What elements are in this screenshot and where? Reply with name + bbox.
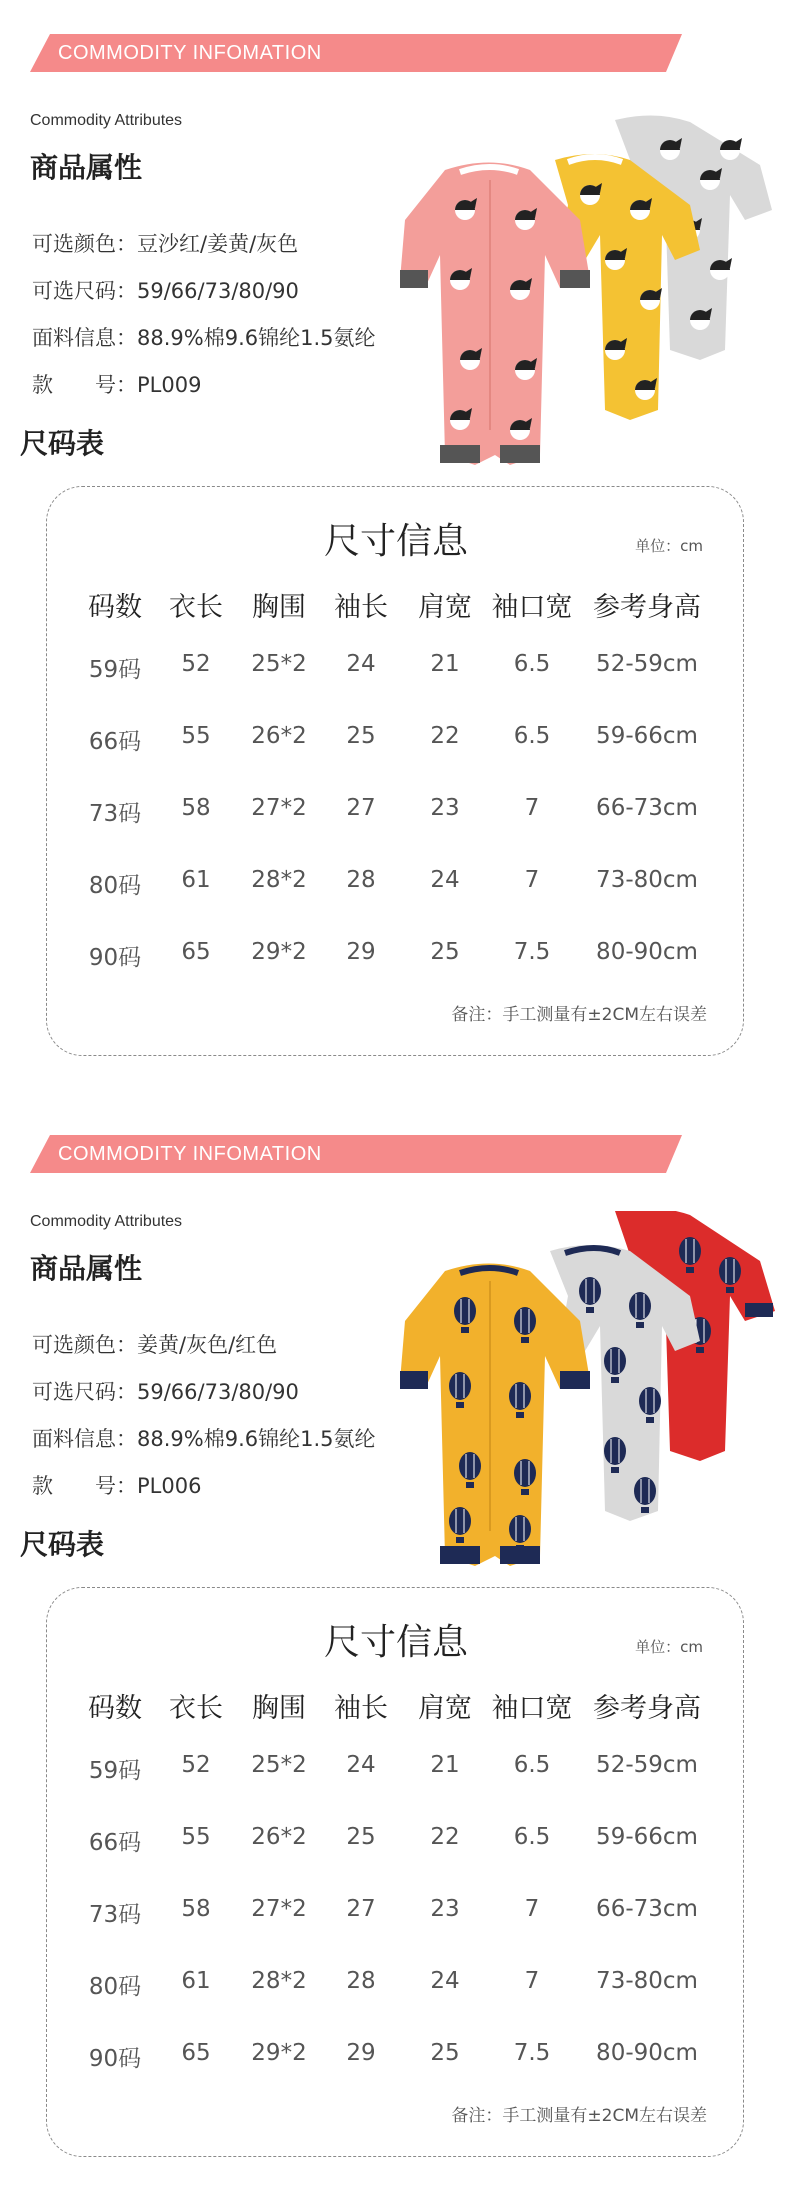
table-cell: 80码: [88, 1974, 142, 2000]
table-cell: 59码: [88, 657, 142, 683]
table-cell: 59-66cm: [596, 723, 698, 749]
info-colors: 可选颜色：豆沙红/姜黄/灰色: [32, 232, 299, 256]
measurement-note: 备注：手工测量有±2CM左右误差: [451, 2106, 707, 2126]
table-cell: 25*2: [251, 1752, 307, 1778]
info-fabric: 面料信息：88.9%棉9.6锦纶1.5氨纶: [32, 1427, 376, 1451]
table-cell: 28: [346, 867, 376, 893]
info-style-number: 款 号：PL006: [32, 1474, 202, 1498]
table-header-cell: 袖长: [334, 1693, 388, 1724]
table-cell: 28*2: [251, 1968, 307, 1994]
table-cell: 59-66cm: [596, 1824, 698, 1850]
attributes-cn-label: 商品属性: [30, 151, 143, 184]
unit-label: 单位：cm: [635, 1638, 703, 1656]
table-cell: 7.5: [513, 2040, 551, 2066]
size-table-title: 尺寸信息: [323, 1622, 468, 1663]
table-cell: 90码: [88, 945, 142, 971]
table-cell: 52: [181, 651, 211, 677]
size-table: [46, 1587, 744, 2157]
romper-yellow: [400, 1264, 590, 1567]
unit-label: 单位：cm: [635, 537, 703, 555]
table-cell: 80-90cm: [596, 2040, 698, 2066]
table-header-cell: 胸围: [252, 592, 306, 623]
table-header-cell: 肩宽: [418, 1693, 472, 1724]
table-cell: 27: [346, 795, 376, 821]
table-cell: 23: [430, 795, 460, 821]
table-cell: 61: [181, 1968, 211, 1994]
table-header-cell: 码数: [88, 592, 142, 623]
table-cell: 27*2: [251, 1896, 307, 1922]
table-cell: 90码: [88, 2046, 142, 2072]
table-cell: 22: [430, 1824, 460, 1850]
table-header-cell: 肩宽: [418, 592, 472, 623]
table-cell: 7.5: [513, 939, 551, 965]
table-cell: 29: [346, 2040, 376, 2066]
attributes-cn-label: 商品属性: [30, 1252, 143, 1285]
commodity-banner: [30, 1135, 682, 1173]
banner-title: COMMODITY INFOMATION: [58, 42, 322, 64]
table-cell: 7: [524, 867, 540, 893]
table-cell: 58: [181, 1896, 211, 1922]
table-cell: 59码: [88, 1758, 142, 1784]
table-cell: 65: [181, 2040, 211, 2066]
table-cell: 23: [430, 1896, 460, 1922]
table-cell: 21: [430, 651, 460, 677]
table-cell: 6.5: [513, 1824, 551, 1850]
table-cell: 66码: [88, 1830, 142, 1856]
table-cell: 25: [430, 2040, 460, 2066]
info-style-number: 款 号：PL009: [32, 373, 202, 397]
table-cell: 27*2: [251, 795, 307, 821]
commodity-banner: [30, 34, 682, 72]
table-cell: 27: [346, 1896, 376, 1922]
table-cell: 6.5: [513, 1752, 551, 1778]
table-cell: 6.5: [513, 723, 551, 749]
table-cell: 25: [430, 939, 460, 965]
attributes-en-label: Commodity Attributes: [30, 1213, 183, 1230]
table-cell: 55: [181, 723, 211, 749]
info-fabric: 面料信息：88.9%棉9.6锦纶1.5氨纶: [32, 326, 376, 350]
table-cell: 6.5: [513, 651, 551, 677]
table-cell: 73-80cm: [596, 1968, 698, 1994]
table-cell: 26*2: [251, 723, 307, 749]
info-sizes: 可选尺码：59/66/73/80/90: [32, 279, 299, 303]
size-chart-label: 尺码表: [20, 427, 105, 460]
table-cell: 52: [181, 1752, 211, 1778]
table-cell: 73-80cm: [596, 867, 698, 893]
table-cell: 61: [181, 867, 211, 893]
table-cell: 73码: [88, 801, 142, 827]
attributes-en-label: Commodity Attributes: [30, 112, 183, 129]
table-cell: 7: [524, 1968, 540, 1994]
table-cell: 66-73cm: [596, 795, 698, 821]
table-cell: 80码: [88, 873, 142, 899]
table-cell: 66码: [88, 729, 142, 755]
table-cell: 73码: [88, 1902, 142, 1928]
table-header-cell: 胸围: [252, 1693, 306, 1724]
table-header-cell: 衣长: [169, 1693, 223, 1724]
table-cell: 26*2: [251, 1824, 307, 1850]
table-cell: 25*2: [251, 651, 307, 677]
romper-pink: [400, 163, 590, 466]
measurement-note: 备注：手工测量有±2CM左右误差: [451, 1005, 707, 1025]
table-cell: 80-90cm: [596, 939, 698, 965]
table-cell: 52-59cm: [596, 1752, 698, 1778]
table-header-cell: 参考身高: [593, 592, 701, 623]
info-colors: 可选颜色：姜黄/灰色/红色: [32, 1333, 278, 1357]
table-cell: 65: [181, 939, 211, 965]
table-cell: 22: [430, 723, 460, 749]
table-cell: 29*2: [251, 2040, 307, 2066]
info-sizes: 可选尺码：59/66/73/80/90: [32, 1380, 299, 1404]
product-photo-rompers: [400, 110, 780, 480]
table-cell: 29*2: [251, 939, 307, 965]
table-cell: 7: [524, 795, 540, 821]
table-header-cell: 衣长: [169, 592, 223, 623]
table-cell: 58: [181, 795, 211, 821]
table-cell: 7: [524, 1896, 540, 1922]
table-cell: 55: [181, 1824, 211, 1850]
size-table: [46, 486, 744, 1056]
table-header-cell: 码数: [88, 1693, 142, 1724]
table-cell: 29: [346, 939, 376, 965]
table-cell: 21: [430, 1752, 460, 1778]
table-cell: 25: [346, 1824, 376, 1850]
product-section-1: [0, 0, 790, 1100]
banner-title: COMMODITY INFOMATION: [58, 1143, 322, 1165]
table-header-cell: 袖口宽: [491, 592, 573, 623]
product-section-2: [0, 1101, 790, 2201]
table-cell: 28: [346, 1968, 376, 1994]
table-header-cell: 袖长: [334, 592, 388, 623]
table-cell: 66-73cm: [596, 1896, 698, 1922]
table-cell: 25: [346, 723, 376, 749]
table-header-cell: 袖口宽: [491, 1693, 573, 1724]
size-table-title: 尺寸信息: [323, 521, 468, 562]
table-cell: 28*2: [251, 867, 307, 893]
table-cell: 24: [346, 651, 376, 677]
table-cell: 24: [430, 867, 460, 893]
product-photo-rompers: [400, 1211, 780, 1581]
table-cell: 24: [346, 1752, 376, 1778]
table-cell: 52-59cm: [596, 651, 698, 677]
table-header-cell: 参考身高: [593, 1693, 701, 1724]
size-chart-label: 尺码表: [20, 1528, 105, 1561]
table-cell: 24: [430, 1968, 460, 1994]
